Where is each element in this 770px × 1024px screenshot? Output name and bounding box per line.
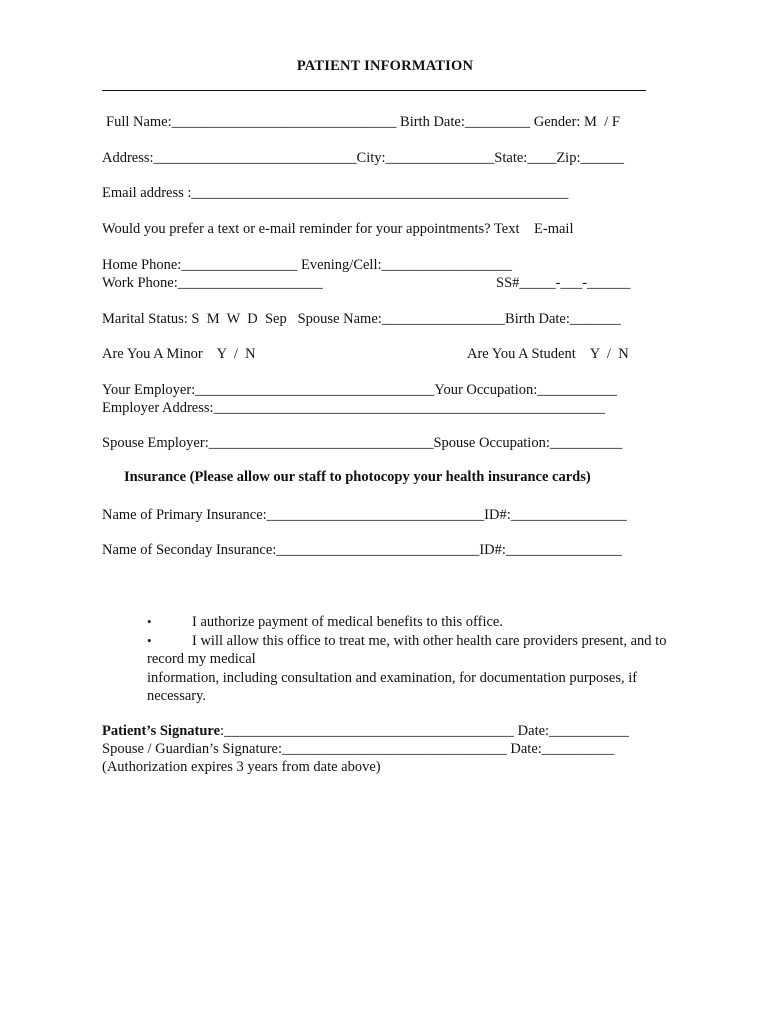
primary-insurance-row[interactable]: Name of Primary Insurance:______________________________ID#:________________ — [102, 507, 627, 523]
work-phone-field[interactable]: Work Phone:____________________ — [102, 275, 323, 291]
full-name-row[interactable]: Full Name:_______________________________ Birth Date:_________ Gender: M / F — [106, 114, 620, 130]
patient-signature-label: Patient’s Signature — [102, 723, 221, 739]
title-divider — [102, 90, 646, 91]
spouse-employer-row[interactable]: Spouse Employer:_______________________________Spouse Occupation:__________ — [102, 435, 623, 451]
authorization-item-1: I authorize payment of medical benefits to this office. — [192, 614, 503, 630]
patient-signature-row[interactable] — [102, 722, 629, 740]
marital-status-row[interactable]: Marital Status: S M W D Sep Spouse Name:_________________Birth Date:_______ — [102, 311, 621, 327]
guardian-signature-row[interactable]: Spouse / Guardian’s Signature:_______________________________ Date:__________ — [102, 741, 615, 757]
address-row[interactable]: Address:____________________________City:_______________State:____Zip:______ — [102, 150, 624, 166]
student-question[interactable]: Are You A Student Y / N — [467, 346, 629, 362]
insurance-heading: Insurance (Please allow our staff to photocopy your health insurance cards) — [124, 469, 591, 485]
email-row[interactable]: Email address :____________________________________________________ — [102, 185, 569, 201]
authorization-expiry-note: (Authorization expires 3 years from date above) — [102, 759, 381, 775]
authorization-item-2-line-2: record my medical — [147, 651, 256, 667]
authorization-item-2-line-1: I will allow this office to treat me, with other health care providers present, and to — [192, 633, 667, 649]
authorization-item-2-line-4: necessary. — [147, 688, 207, 704]
secondary-insurance-row[interactable]: Name of Seconday Insurance:____________________________ID#:________________ — [102, 542, 622, 558]
home-phone-row[interactable]: Home Phone:________________ Evening/Cell:__________________ — [102, 257, 513, 273]
minor-question[interactable]: Are You A Minor Y / N — [102, 346, 256, 362]
reminder-preference-row[interactable]: Would you prefer a text or e-mail reminder for your appointments? Text E-mail — [102, 221, 574, 237]
ss-field[interactable]: SS#_____-___-______ — [496, 275, 631, 291]
bullet-icon: • — [147, 633, 152, 648]
employer-row[interactable]: Your Employer:_________________________________Your Occupation:___________ — [102, 382, 618, 398]
bullet-icon: • — [147, 614, 152, 629]
form-title: PATIENT INFORMATION — [296, 58, 474, 74]
patient-signature-field[interactable]: :________________________________________ Date:___________ — [220, 723, 629, 739]
authorization-item-2-line-3: information, including consultation and examination, for documentation purposes, if — [147, 670, 638, 686]
employer-address-row[interactable]: Employer Address:______________________________________________________ — [102, 400, 606, 416]
